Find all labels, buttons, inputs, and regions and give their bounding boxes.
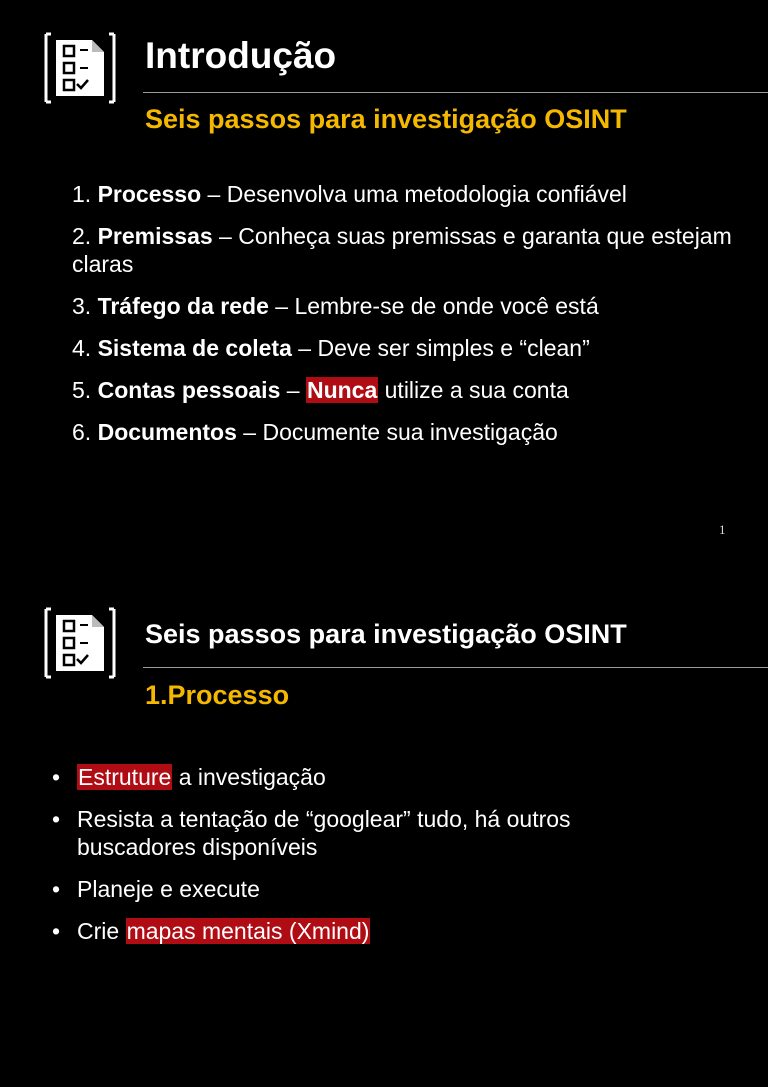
list-item: • Crie mapas mentais (Xmind) [52,918,370,944]
steps-list [72,180,732,460]
list-item: • Estruture a investigação [52,764,326,790]
step-text: utilize a sua conta [378,377,569,403]
step-term: Documentos [97,419,237,445]
step-number: 6. [72,419,92,445]
highlight-mapas-mentais: mapas mentais (Xmind) [126,918,370,944]
step-text: Deve ser simples e “clean” [317,335,590,361]
step-text: Lembre-se de onde você está [294,293,599,319]
step-term: Sistema de coleta [97,335,292,361]
step-term: Premissas [97,223,213,249]
list-item: 6. Documentos – Documente sua investigação [72,419,558,445]
page-number: 1 [719,522,726,537]
list-item: • Resista a tentação de “googlear” tudo, há outros buscadores disponíveis [52,806,571,860]
step-term: Tráfego da rede [97,293,269,319]
list-item: • Planeje e execute [52,876,260,902]
bullet-list [52,763,692,959]
step-term: Processo [97,181,202,207]
bullet-icon: • [52,764,61,790]
bullet-icon: • [52,876,61,902]
slide-title: Seis passos para investigação OSINT [145,619,627,649]
step-term: Contas pessoais [97,377,281,403]
checklist-icon [44,32,116,104]
slide-1 [0,0,768,537]
step-text: Conheça suas premissas e garanta que estejam claras [72,223,732,277]
title-divider [143,92,768,93]
step-number: 2. [72,223,92,249]
step-number: 5. [72,377,92,403]
title-divider [143,667,768,668]
step-text: Documente sua investigação [262,419,558,445]
slide-subtitle: Seis passos para investigação OSINT [145,104,627,134]
step-text: Desenvolva uma metodologia confiável [226,181,627,207]
list-item: 1. Processo – Desenvolva uma metodologia confiável [72,181,627,207]
step-number: 4. [72,335,92,361]
checklist-icon [44,607,116,679]
slide-2 [0,575,768,1087]
highlight-estruture: Estruture [78,764,172,790]
step-number: 1. [72,181,92,207]
list-item: 5. Contas pessoais – Nunca utilize a sua conta [72,377,569,403]
slide-subtitle: 1.Processo [145,680,290,710]
list-item: 2. Premissas – Conheça suas premissas e garanta que estejam claras [72,223,732,277]
bullet-icon: • [52,806,61,832]
step-number: 3. [72,293,92,319]
highlight-nunca: Nunca [306,377,378,403]
list-item: 4. Sistema de coleta – Deve ser simples e “clean” [72,335,590,361]
list-item: 3. Tráfego da rede – Lembre-se de onde você está [72,293,599,319]
page-title: Introdução [145,35,337,76]
bullet-icon: • [52,918,61,944]
